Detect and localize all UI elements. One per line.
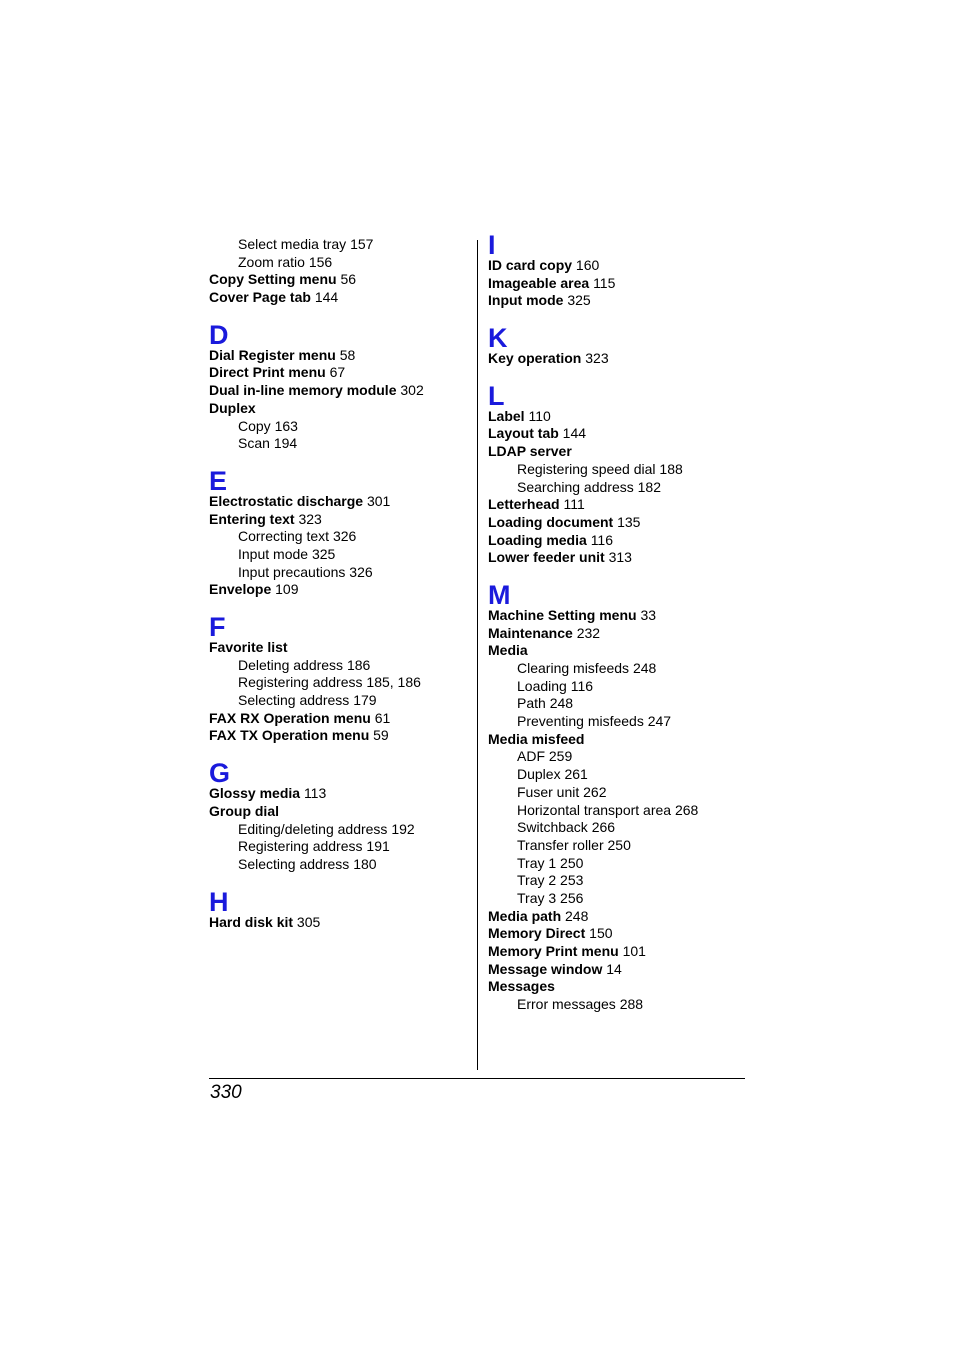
index-entry <box>488 514 748 532</box>
index-entry <box>209 347 469 365</box>
page-number: 330 <box>210 1082 242 1103</box>
entry-page-ref: 325 <box>567 292 591 309</box>
index-subentry <box>209 838 469 856</box>
entry-page-ref: 115 <box>593 274 616 291</box>
index-entry <box>488 607 748 625</box>
index-subentry <box>209 674 469 692</box>
entry-term: LDAP server <box>488 443 572 460</box>
entry-page-ref: 109 <box>275 581 299 598</box>
index-entry <box>488 943 748 961</box>
entry-page-ref: 323 <box>298 510 322 527</box>
entry-term: Editing/deleting address <box>238 820 388 837</box>
entry-page-ref: 144 <box>562 425 587 442</box>
entry-page-ref: 248 <box>549 695 574 712</box>
index-entry <box>488 275 748 293</box>
section-letter: F <box>209 612 226 642</box>
entry-page-ref: 179 <box>353 692 377 709</box>
entry-term: Glossy media <box>209 785 301 802</box>
entry-page-ref: 163 <box>274 417 298 434</box>
entry-term: Clearing misfeeds <box>517 660 630 676</box>
entry-term: Favorite list <box>209 639 288 655</box>
index-subentry <box>209 418 469 436</box>
entry-page-ref: 160 <box>575 257 600 273</box>
index-entry <box>209 914 469 932</box>
entry-term: Machine Setting menu <box>488 606 637 623</box>
index-entry <box>209 289 469 307</box>
entry-page-ref: 185, 186 <box>366 674 421 691</box>
entry-page-ref: 247 <box>647 713 672 730</box>
entry-term: Deleting address <box>238 656 344 673</box>
index-subentry <box>488 678 748 696</box>
index-entry <box>488 350 748 368</box>
entry-term: Select media tray <box>238 236 347 252</box>
entry-term: Copy <box>238 417 271 434</box>
entry-page-ref: 67 <box>329 364 346 381</box>
entry-page-ref: 116 <box>590 531 614 548</box>
entry-page-ref: 186 <box>346 656 371 673</box>
entry-term: Dual in-line memory module <box>209 382 397 399</box>
entry-page-ref: 116 <box>570 677 594 694</box>
index-entry <box>209 364 469 382</box>
section-letter: I <box>488 230 496 260</box>
entry-page-ref: 61 <box>374 709 391 726</box>
index-entry <box>209 511 469 529</box>
index-entry <box>488 532 748 550</box>
entry-page-ref: 194 <box>273 435 298 452</box>
entry-term: Registering address <box>238 838 363 855</box>
entry-page-ref: 59 <box>373 727 389 744</box>
index-entry <box>488 257 748 275</box>
entry-term: Horizontal transport area <box>517 801 672 818</box>
section-letter: M <box>488 579 511 610</box>
entry-page-ref: 191 <box>366 838 390 855</box>
index-subentry <box>488 713 748 731</box>
entry-term: Direct Print menu <box>209 364 326 381</box>
section-letter: L <box>488 380 505 411</box>
entry-page-ref: 256 <box>560 889 584 906</box>
index-subentry <box>488 855 748 873</box>
entry-page-ref: 288 <box>619 996 644 1013</box>
index-subentry <box>209 821 469 839</box>
index-entry <box>488 425 748 443</box>
entry-page-ref: 56 <box>340 271 357 288</box>
index-entry <box>488 925 748 943</box>
entry-term: Selecting address <box>238 692 350 709</box>
entry-page-ref: 156 <box>308 253 333 270</box>
index-entry <box>209 493 469 511</box>
entry-term: Maintenance <box>488 624 573 641</box>
index-column-right <box>488 230 748 1014</box>
entry-term: Selecting address <box>238 855 350 872</box>
entry-term: Preventing misfeeds <box>517 713 644 730</box>
entry-term: Electrostatic discharge <box>209 492 364 509</box>
entry-term: Copy Setting menu <box>209 271 337 288</box>
entry-page-ref: 302 <box>400 382 424 399</box>
index-subentry <box>488 819 748 837</box>
entry-term: Duplex <box>517 766 561 783</box>
entry-term: Memory Print menu <box>488 943 619 959</box>
entry-term: Tray 2 <box>517 872 557 889</box>
entry-page-ref: 14 <box>606 960 622 977</box>
index-entry <box>488 908 748 926</box>
section-letter: H <box>209 886 229 917</box>
entry-term: Cover Page tab <box>209 289 311 306</box>
entry-term: Searching address <box>517 478 634 495</box>
entry-term: Registering speed dial <box>517 460 656 477</box>
index-subentry <box>488 996 748 1014</box>
entry-term: ID card copy <box>488 257 573 273</box>
index-subentry <box>209 856 469 874</box>
entry-term: FAX TX Operation menu <box>209 727 370 744</box>
entry-term: Loading media <box>488 531 587 548</box>
index-subentry <box>209 657 469 675</box>
entry-page-ref: 33 <box>640 606 657 623</box>
index-entry <box>209 382 469 400</box>
index-subentry <box>488 872 748 890</box>
entry-term: Path <box>517 695 546 712</box>
index-entry <box>209 271 469 289</box>
index-entry <box>488 549 748 567</box>
entry-page-ref: 232 <box>576 624 601 641</box>
entry-page-ref: 110 <box>528 407 551 424</box>
entry-page-ref: 144 <box>314 289 339 306</box>
entry-term: Fuser unit <box>517 783 580 800</box>
index-entry <box>488 978 748 996</box>
index-entry <box>488 443 748 461</box>
entry-page-ref: 313 <box>608 549 632 566</box>
entry-term: Correcting text <box>238 528 330 545</box>
entry-page-ref: 326 <box>349 563 373 580</box>
entry-term: Dial Register menu <box>209 346 336 363</box>
entry-term: Lower feeder unit <box>488 549 605 566</box>
entry-term: Messages <box>488 978 555 995</box>
index-subentry <box>488 802 748 820</box>
index-entry <box>488 292 748 310</box>
entry-term: Tray 3 <box>517 889 557 906</box>
section-letter: G <box>209 758 231 789</box>
index-entry <box>209 727 469 745</box>
index-entry <box>488 496 748 514</box>
entry-term: Registering address <box>238 674 363 691</box>
entry-page-ref: 150 <box>589 925 613 942</box>
entry-page-ref: 301 <box>366 492 391 509</box>
index-entry <box>488 408 748 426</box>
entry-page-ref: 192 <box>391 820 415 837</box>
entry-page-ref: 248 <box>565 907 589 924</box>
index-subentry <box>209 546 469 564</box>
entry-page-ref: 111 <box>563 496 585 513</box>
entry-page-ref: 253 <box>560 872 584 889</box>
entry-page-ref: 182 <box>637 478 661 495</box>
entry-page-ref: 188 <box>659 460 683 477</box>
entry-term: Message window <box>488 960 603 977</box>
entry-term: Media path <box>488 907 562 924</box>
entry-page-ref: 135 <box>617 513 641 530</box>
index-subentry <box>488 479 748 497</box>
index-subentry <box>488 461 748 479</box>
entry-page-ref: 101 <box>622 943 646 959</box>
entry-term: Key operation <box>488 350 582 367</box>
index-subentry <box>488 748 748 766</box>
entry-term: Envelope <box>209 581 272 598</box>
entry-page-ref: 326 <box>332 528 357 545</box>
entry-term: Transfer roller <box>517 836 604 853</box>
entry-term: ADF <box>517 748 545 765</box>
entry-term: Scan <box>238 435 270 452</box>
entry-page-ref: 250 <box>560 854 584 871</box>
entry-term: Loading <box>517 677 567 694</box>
entry-page-ref: 157 <box>350 236 374 252</box>
entry-term: Tray 1 <box>517 854 557 871</box>
index-entry <box>209 400 469 418</box>
entry-term: Error messages <box>517 996 616 1013</box>
entry-term: Imageable area <box>488 274 590 291</box>
index-entry <box>488 731 748 749</box>
entry-page-ref: 250 <box>607 836 631 853</box>
entry-page-ref: 325 <box>311 545 336 562</box>
entry-page-ref: 113 <box>303 785 327 802</box>
entry-term: Label <box>488 407 525 424</box>
entry-page-ref: 248 <box>632 660 657 676</box>
footer-rule <box>209 1078 745 1079</box>
index-subentry <box>209 692 469 710</box>
index-entry <box>209 581 469 599</box>
index-entry <box>209 803 469 821</box>
entry-term: FAX RX Operation menu <box>209 709 371 726</box>
section-letter: D <box>209 319 229 350</box>
entry-page-ref: 259 <box>548 748 573 765</box>
entry-term: Entering text <box>209 510 295 527</box>
index-entry <box>488 642 748 660</box>
index-entry <box>209 639 469 657</box>
entry-page-ref: 261 <box>564 766 588 783</box>
entry-term: Input mode <box>488 292 564 309</box>
index-subentry <box>209 528 469 546</box>
section-letter: E <box>209 465 228 496</box>
column-divider <box>477 240 478 1070</box>
entry-term: Loading document <box>488 513 614 530</box>
entry-term: Input precautions <box>238 563 346 580</box>
index-subentry <box>209 236 469 254</box>
entry-page-ref: 180 <box>353 855 377 872</box>
index-entry <box>488 961 748 979</box>
index-subentry <box>488 766 748 784</box>
entry-term: Switchback <box>517 819 588 836</box>
index-column-left <box>209 236 469 931</box>
entry-term: Hard disk kit <box>209 913 294 930</box>
index-subentry <box>488 660 748 678</box>
entry-term: Memory Direct <box>488 925 586 942</box>
index-subentry <box>488 837 748 855</box>
entry-page-ref: 323 <box>585 350 609 367</box>
index-subentry <box>209 564 469 582</box>
index-subentry <box>488 695 748 713</box>
index-subentry <box>488 784 748 802</box>
entry-page-ref: 266 <box>591 819 616 836</box>
entry-term: Media <box>488 642 528 659</box>
index-entry <box>209 785 469 803</box>
index-subentry <box>209 435 469 453</box>
index-entry <box>209 710 469 728</box>
entry-page-ref: 58 <box>339 346 356 363</box>
index-subentry <box>488 890 748 908</box>
entry-page-ref: 268 <box>674 801 699 818</box>
entry-term: Letterhead <box>488 496 560 513</box>
entry-page-ref: 305 <box>296 913 321 930</box>
entry-term: Media misfeed <box>488 730 585 747</box>
entry-term: Layout tab <box>488 425 559 442</box>
index-entry <box>488 625 748 643</box>
entry-term: Duplex <box>209 399 256 416</box>
entry-term: Input mode <box>238 545 309 562</box>
index-subentry <box>209 254 469 272</box>
entry-page-ref: 262 <box>583 783 607 800</box>
entry-term: Group dial <box>209 802 279 819</box>
section-letter: K <box>488 323 508 354</box>
entry-term: Zoom ratio <box>238 253 305 270</box>
